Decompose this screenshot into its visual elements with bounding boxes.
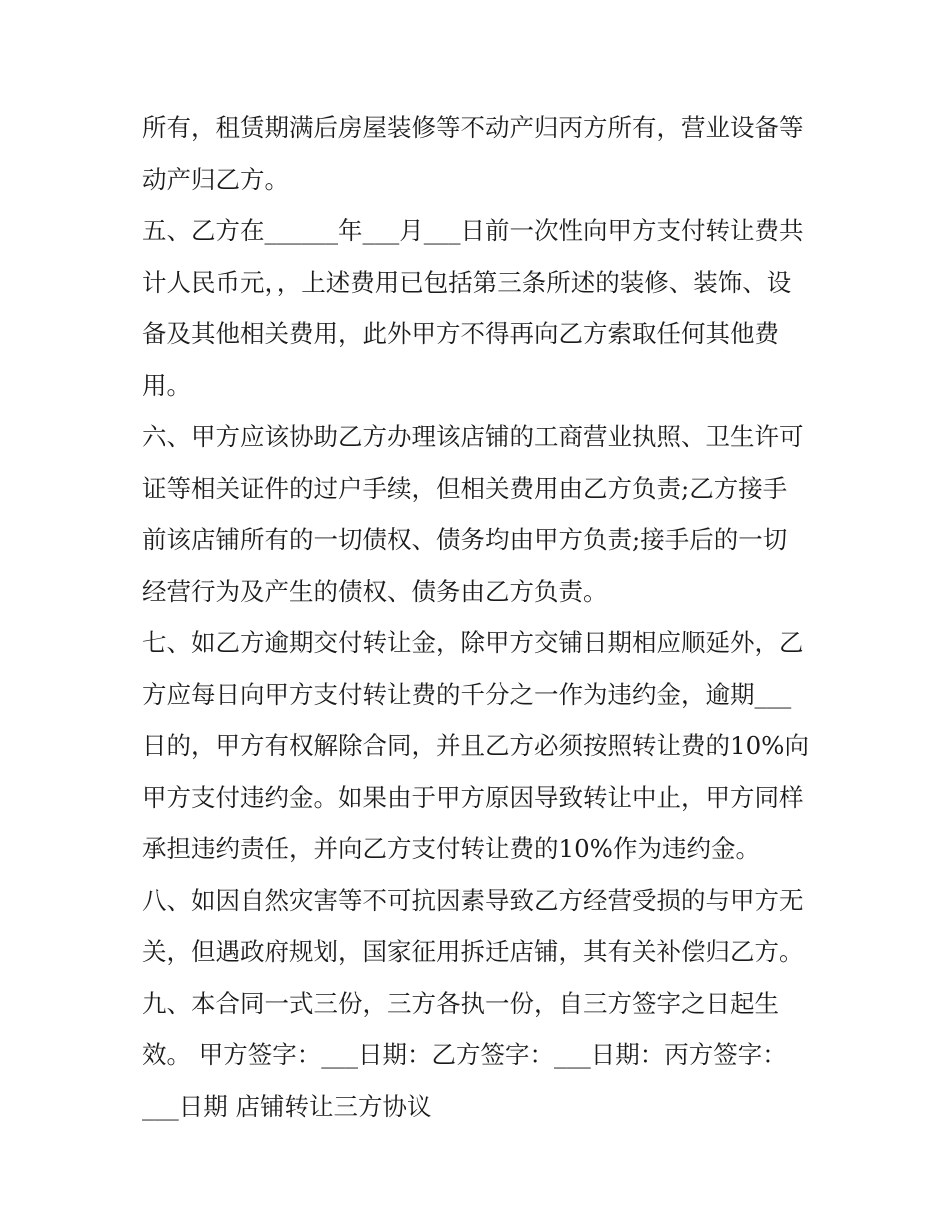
text-line: 所有，租赁期满后房屋装修等不动产归丙方所有，营业设备等: [142, 113, 804, 142]
text-line: 日的，甲方有权解除合同，并且乙方必须按照转让费的10%向: [142, 731, 809, 760]
signature-line: ___日期 店铺转让三方协议: [142, 1091, 432, 1121]
text-line: 承担违约责任，并向乙方支付转让费的10%作为违约金。: [142, 834, 760, 863]
text-line: 动产归乙方。: [142, 164, 289, 194]
clause-9-line: 九、本合同一式三份，三方各执一份，自三方签字之日起生: [142, 988, 779, 1018]
text-line: 方应每日向甲方支付转让费的千分之一作为违约金，逾期___: [142, 679, 792, 709]
text-line: 经营行为及产生的债权、债务由乙方负责。: [142, 576, 608, 606]
clause-5-line: 五、乙方在______年___月___日前一次性向甲方支付转让费共: [142, 216, 804, 245]
clause-7-line: 七、如乙方逾期交付转让金，除甲方交铺日期相应顺延外，乙: [142, 628, 804, 657]
text-line: 用。: [142, 370, 191, 400]
text-line: 证等相关证件的过户手续，但相关费用由乙方负责;乙方接手: [142, 473, 788, 503]
contract-text: [142, 102, 822, 1132]
clause-8-line: 八、如因自然灾害等不可抗因素导致乙方经营受损的与甲方无: [142, 885, 804, 915]
signature-line: 效。 甲方签字：___日期：乙方签字：___日期：丙方签字：: [142, 1040, 787, 1069]
text-line: 计人民币元，，上述费用已包括第三条所述的装修、装饰、设: [142, 267, 792, 297]
text-line: 备及其他相关费用，此外甲方不得再向乙方索取任何其他费: [142, 319, 779, 348]
clause-6-line: 六、甲方应该协助乙方办理该店铺的工商营业执照、卫生许可: [142, 422, 804, 451]
text-line: 甲方支付违约金。如果由于甲方原因导致转让中止，甲方同样: [142, 782, 804, 812]
text-line: 前该店铺所有的一切债权、债务均由甲方负责;接手后的一切: [142, 525, 788, 554]
text-line: 关，但遇政府规划，国家征用拆迁店铺，其有关补偿归乙方。: [142, 937, 804, 966]
